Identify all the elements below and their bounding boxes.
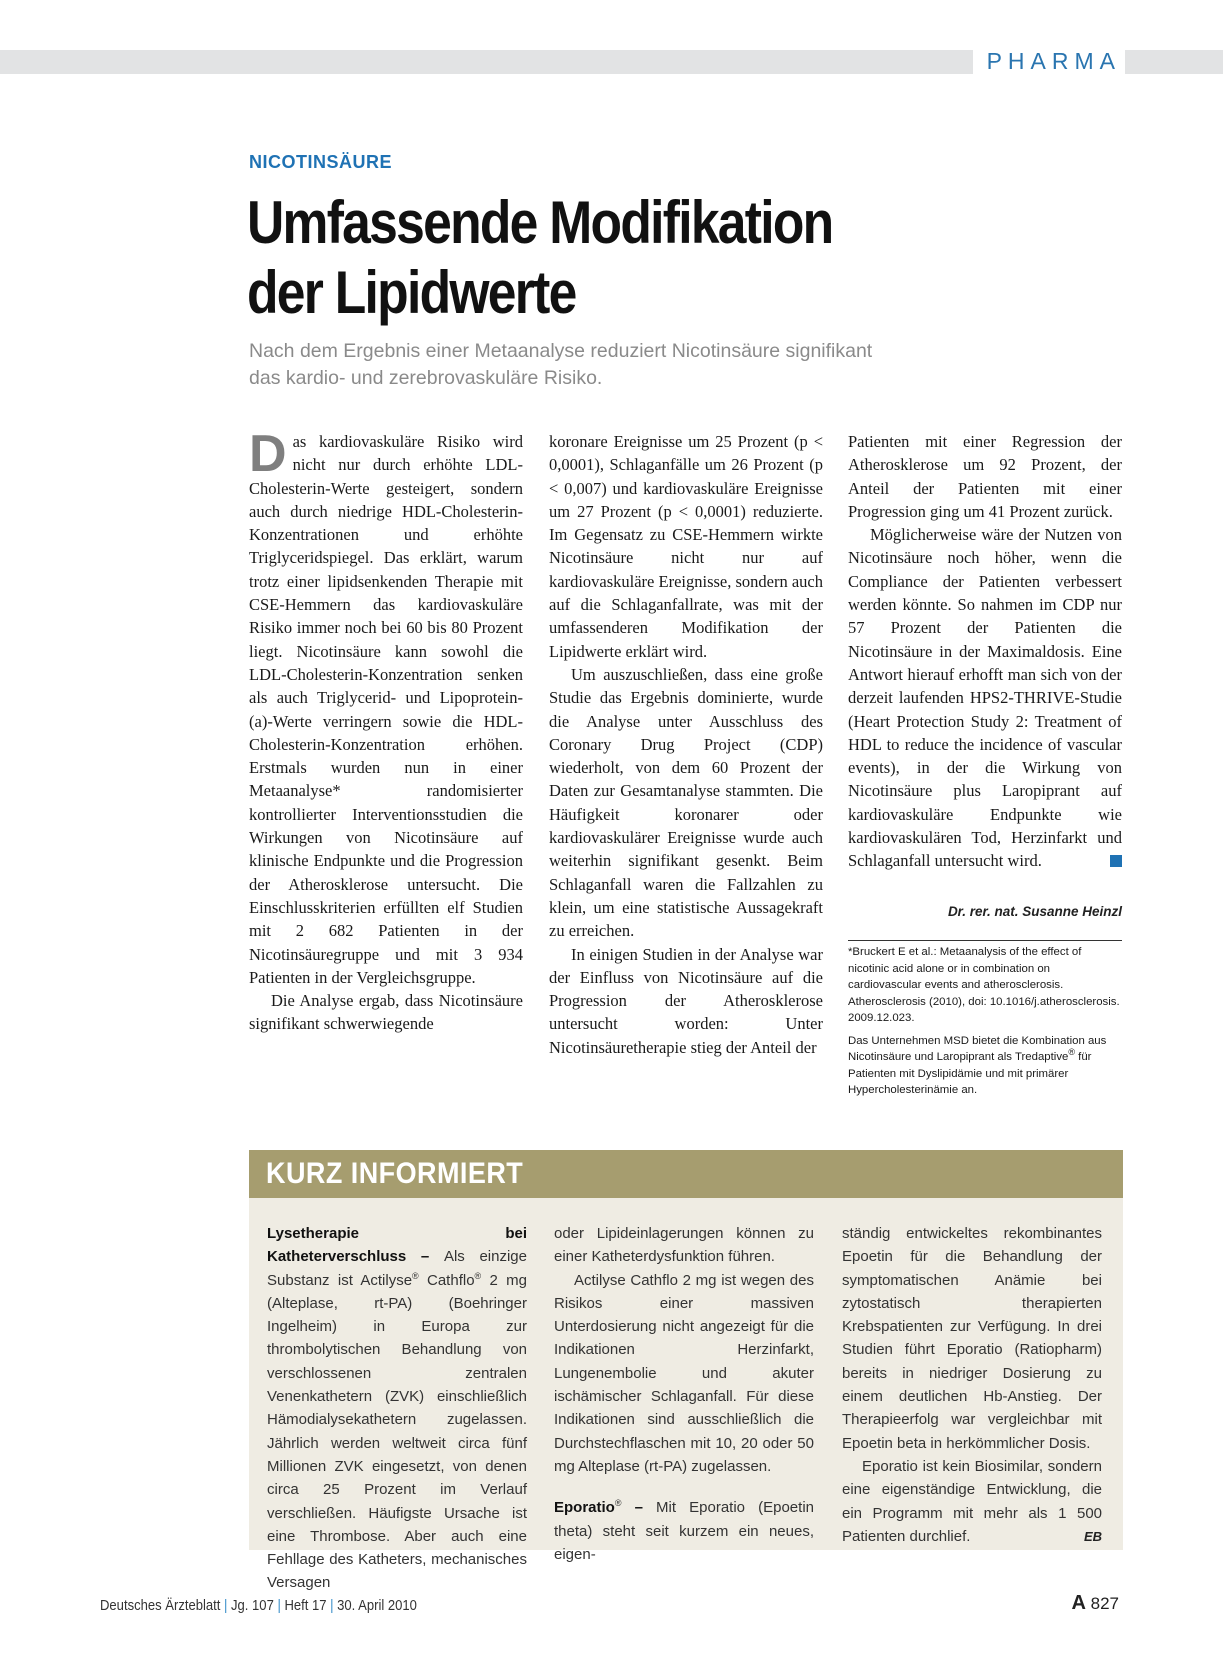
footer-separator: |	[277, 1598, 281, 1614]
headline-line-1: Umfassende Modifikation	[247, 189, 833, 256]
article-column-3	[848, 430, 1122, 873]
page-prefix: A	[1071, 1592, 1086, 1614]
footer-separator: |	[224, 1598, 228, 1614]
paragraph: oder Lipideinlagerungen können zu einer Katheterdysfunktion führen.	[554, 1225, 814, 1266]
page-number	[1071, 1592, 1119, 1615]
paragraph: Actilyse Cathflo 2 mg ist wegen des Risikos einer massiven Unterdosierung nicht angezeigt für die Indikationen Herzinfarkt, Lungenembolie und akuter ischämischer Schlaganfall. Für diese Indikationen sind ausschließlich die Durchstechflaschen mit 10, 20 oder 50 mg Alteplase (rt-PA) zugelassen.	[554, 1271, 814, 1475]
paragraph	[848, 523, 1122, 872]
page-number-value: 827	[1090, 1594, 1119, 1613]
footnote-disclosure: Das Unternehmen MSD bietet die Kombination aus Nicotinsäure und Laropiprant als Tredaptive® für Patienten mit Dyslipidämie und mit primärer Hypercholesterinämie an.	[848, 1034, 1107, 1096]
kurz-column-2	[554, 1222, 814, 1566]
footnote-divider	[848, 940, 1122, 941]
footnotes	[848, 944, 1122, 1105]
journal-issue: Heft 17	[284, 1598, 327, 1614]
subtitle-line-2: das kardio- und zerebrovaskuläre Risiko.	[249, 367, 603, 389]
article-kicker: NICOTINSÄURE	[249, 152, 393, 172]
paragraph: Um auszuschließen, dass eine große Studie das Ergebnis dominierte, wurde die Analyse unter Ausschluss des Coronary Drug Project (CDP) wiederholt, von dem 60 Prozent der Daten zur Gesamtanalyse stammten. Die Häufigkeit koronarer oder kardiovaskulärer Ereignisse wurde auch weiterhin signifikant gesenkt. Beim Schlaganfall waren die Fallzahlen zu klein, um eine statistische Aussagekraft zu erreichen.	[549, 664, 823, 941]
footer-separator: |	[330, 1598, 334, 1614]
subtitle-line-1: Nach dem Ergebnis einer Metaanalyse reduziert Nicotinsäure signifikant	[249, 340, 873, 362]
footnote-reference: *Bruckert E et al.: Metaanalysis of the effect of nicotinic acid alone or in combination on cardiovascular events and atherosclerosis. Atherosclerosis (2010), doi: 10.1016/j.atherosclerosis. 2009.12.023.	[848, 946, 1120, 1024]
article-author: Dr. rer. nat. Susanne Heinzl	[947, 904, 1122, 919]
paragraph: ständig entwickeltes rekombinantes Epoetin für die Behandlung der symptomatischen Anämie bei zytostatisch therapierten Krebspatienten zur Verfügung. In drei Studien führt Eporatio (Ratiopharm) bereits in niedriger Dosierung zu einem deutlichen Hb-Anstieg. Der Therapieerfolg war vergleichbar mit Epoetin beta in herkömmlicher Dosis.	[842, 1225, 1102, 1452]
paragraph	[249, 425, 523, 989]
footer-citation	[100, 1598, 417, 1614]
drop-cap: D	[249, 425, 287, 483]
article-column-2	[549, 430, 823, 1059]
headline-line-2: der Lipidwerte	[247, 259, 576, 326]
news-item-lysetherapie: Lysetherapie bei Katheterverschluss – Als einzige Substanz ist Actilyse® Cathflo® 2 mg (Alteplase, rt-PA) (Boehringer Ingelheim) in Europa zur thrombolytischen Behandlung von verschlossenen zentralen Venenkathetern (ZVK) einschließlich Hämodialysekathetern zugelassen. Jährlich werden weltweit circa fünf Millionen ZVK eingesetzt, von denen circa 25 Prozent im Verlauf verschließen. Häufigste Ursache ist eine Thrombose. Aber auch eine Fehllage des Katheters, mechanisches Versagen	[267, 1225, 528, 1592]
article-headline	[247, 188, 1004, 328]
author-initials: EB	[1083, 1528, 1102, 1544]
kurz-column-1	[267, 1222, 527, 1595]
paragraph: Eporatio ist kein Biosimilar, sondern eine eigenständige Entwicklung, die ein Programm mit mehr als 1 500 Patienten durchlief. EB	[842, 1455, 1102, 1548]
end-mark-icon	[1110, 855, 1122, 867]
kurz-column-3	[842, 1222, 1102, 1548]
news-item-eporatio: Eporatio® – Mit Eporatio (Epoetin theta) steht seit kurzem ein neues, eigen-	[554, 1498, 814, 1563]
journal-volume: Jg. 107	[231, 1598, 274, 1614]
kurz-informiert-title: KURZ INFORMIERT	[266, 1157, 524, 1190]
article-column-1	[249, 425, 523, 1036]
paragraph-text: as kardiovaskuläre Risiko wird nicht nur durch erhöhte LDL-Cholesterin-Werte gesteigert, sondern auch durch niedrige HDL-Cholesterin-Konzentrationen und erhöhte Triglyceridspiegel. Das erklärt, warum trotz einer lipidsenkenden Therapie mit CSE-Hemmern das kardiovaskuläre Risiko immer noch bei 60 bis 80 Prozent liegt. Nicotinsäure kann sowohl die LDL-Cholesterin-Konzentration senken als auch Triglycerid- und Lipoprotein-(a)-Werte verringern sowie die HDL-Cholesterin-Konzentration erhöhen. Erstmals wurden nun in einer Metaanalyse* randomisierter kontrollierter Interventionsstudien die Wirkungen von Nicotinsäure auf klinische Endpunkte und die Progression der Atherosklerose untersucht. Die Einschlusskriterien erfüllten elf Studien mit 2 682 Patienten in der Nicotinsäuregruppe und mit 3 934 Patienten in der Vergleichsgruppe.	[249, 432, 523, 987]
registered-mark: ®	[1068, 1047, 1075, 1058]
journal-name: Deutsches Ärzteblatt	[100, 1598, 221, 1614]
news-item-title: Lysetherapie bei Katheterverschluss	[267, 1225, 527, 1266]
section-label: PHARMA	[973, 46, 1125, 76]
article-subtitle	[249, 338, 1009, 392]
paragraph: Patienten mit einer Regression der Atherosklerose um 92 Prozent, der Anteil der Patienten mit einer Progression ging um 41 Prozent zurück.	[848, 432, 1122, 521]
news-item-title: Eporatio	[554, 1499, 615, 1517]
paragraph: In einigen Studien in der Analyse war der Einfluss von Nicotinsäure auf die Progression der Atherosklerose untersucht worden: Unter Nicotinsäuretherapie stieg der Anteil der	[549, 944, 823, 1057]
issue-date: 30. April 2010	[337, 1598, 417, 1614]
paragraph-text: Möglicherweise wäre der Nutzen von Nicotinsäure noch höher, wenn die Compliance der Patienten verbessert werden könnte. So nahmen im CDP nur 57 Prozent der Patienten die Nicotinsäure in der Maximaldosis. Eine Antwort hierauf erhofft man sich von der derzeit laufenden HPS2-THRIVE-Studie (Heart Protection Study 2: Treatment of HDL to reduce the incidence of vascular events), in der die Wirkung von Nicotinsäure plus Laropiprant auf kardiovaskuläre Endpunkte wie kardiovaskulären Tod, Herzinfarkt und Schlaganfall untersucht wird.	[848, 525, 1122, 871]
paragraph: Die Analyse ergab, dass Nicotinsäure signifikant schwerwiegende	[249, 991, 523, 1034]
paragraph: koronare Ereignisse um 25 Prozent (p < 0,0001), Schlaganfälle um 26 Prozent (p < 0,007) und kardiovaskuläre Ereignisse um 27 Prozent (p < 0,0001) reduzierte. Im Gegensatz zu CSE-Hemmern wirkte Nicotinsäure nicht nur auf kardiovaskuläre Ereignisse, sondern auch auf die Schlaganfallrate, was mit der umfassenderen Modifikation der Lipidwerte erklärt wird.	[549, 432, 823, 661]
